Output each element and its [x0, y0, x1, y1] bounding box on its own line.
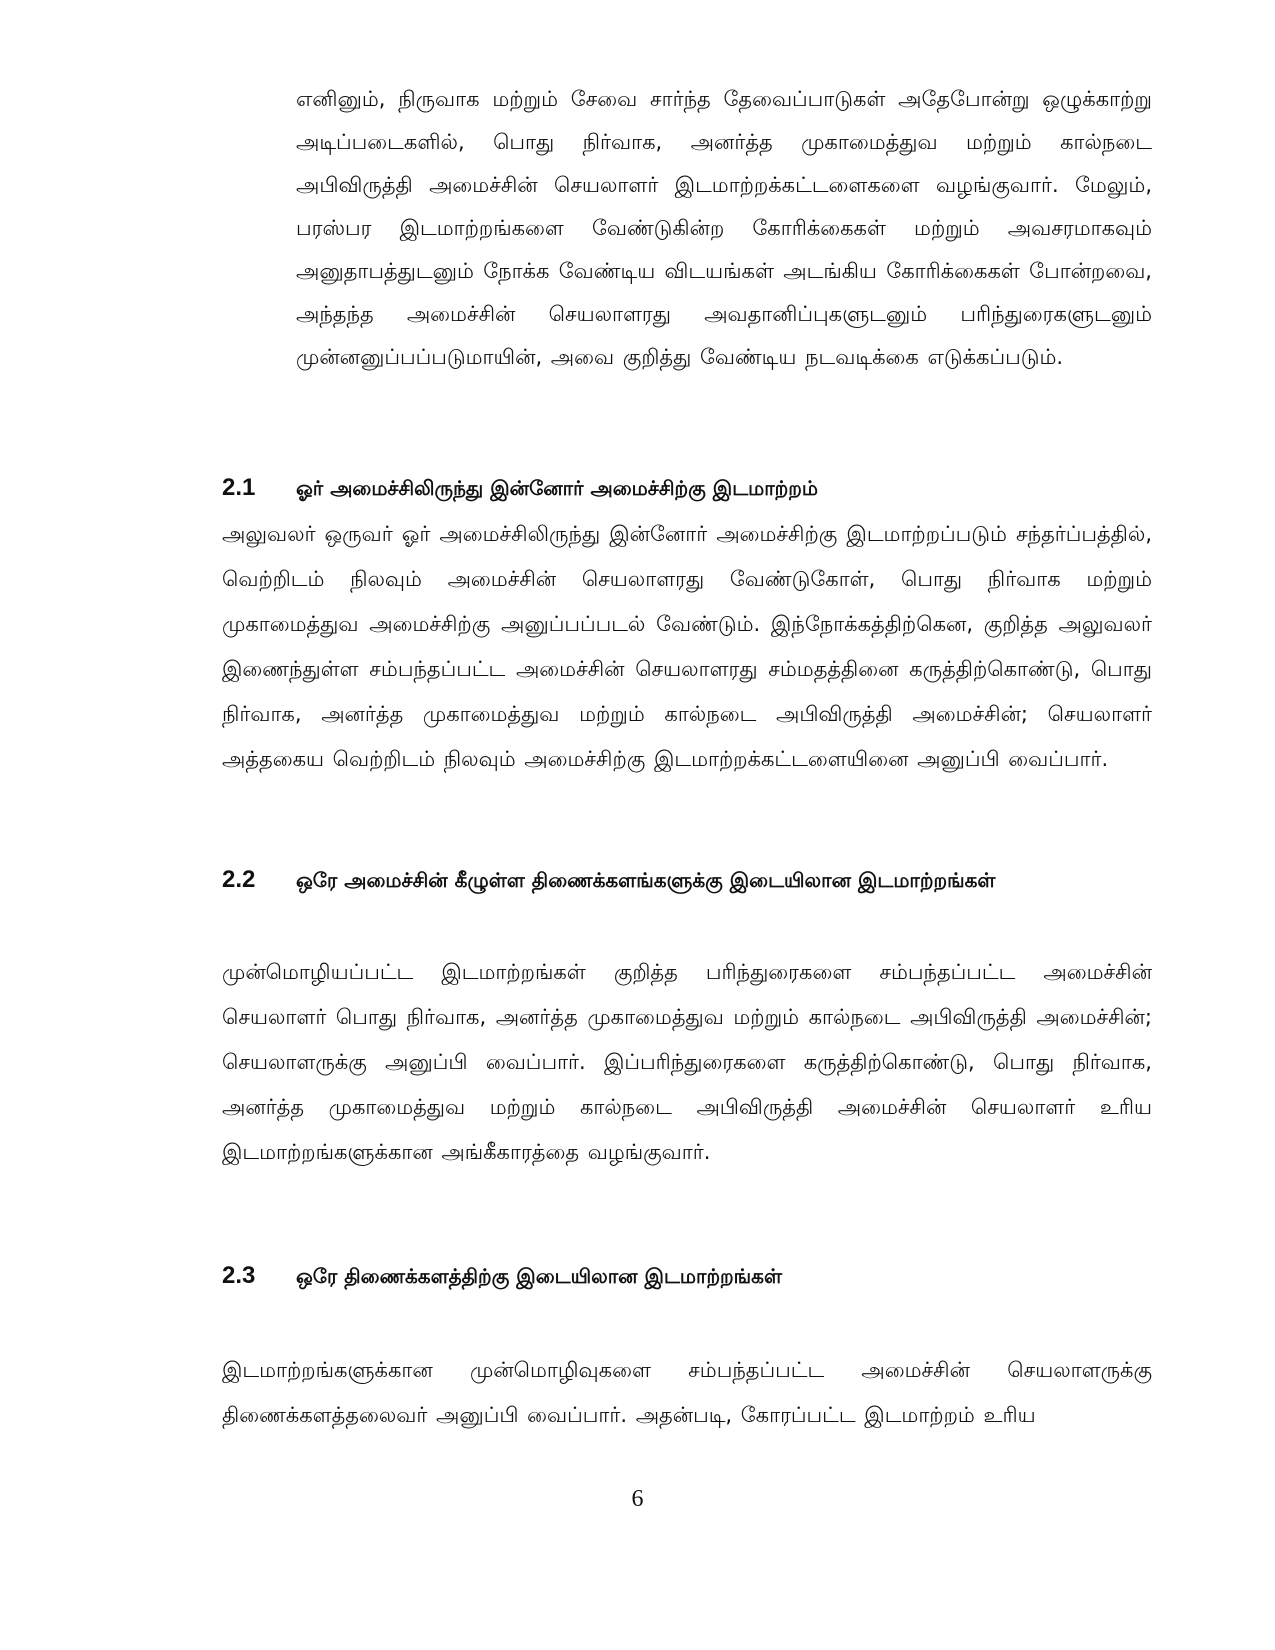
section-number: 2.1: [222, 474, 256, 501]
section-2-2-body: முன்மொழியப்பட்ட இடமாற்றங்கள் குறித்த பரிந்துரைகளை சம்பந்தப்பட்ட அமைச்சின் செயலாளர் பொது நிர்வாக, அனர்த்த முகாமைத்துவ மற்றும் கால்நடை அபிவிருத்தி அமைச்சின்; செயலாளருக்கு அனுப்பி வைப்பார். இப்பரிந்துரைகளை கருத்திற்கொண்டு, பொது நிர்வாக, அனர்த்த முகாமைத்துவ மற்றும் கால்நடை அபிவிருத்தி அமைச்சின் செயலாளர் உரிய இடமாற்றங்களுக்கான அங்கீகாரத்தை வழங்குவார்.: [222, 960, 1152, 1164]
section-heading-2-3: [222, 1262, 1152, 1291]
section-title: ஒரே திணைக்களத்திற்கு இடையிலான இடமாற்றங்கள்: [296, 1264, 783, 1288]
section-title: ஒரே அமைச்சின் கீழுள்ள திணைக்களங்களுக்கு இடையிலான இடமாற்றங்கள்: [296, 868, 996, 892]
section-2-3-body: இடமாற்றங்களுக்கான முன்மொழிவுகளை சம்பந்தப்பட்ட அமைச்சின் செயலாளருக்கு திணைக்களத்தலைவர் அனுப்பி வைப்பார். அதன்படி, கோரப்பட்ட இடமாற்றம் உரிய: [222, 1358, 1152, 1427]
section-heading-2-2: [222, 866, 1152, 895]
intro-paragraph: எனினும், நிருவாக மற்றும் சேவை சார்ந்த தேவைப்பாடுகள் அதேபோன்று ஒழுக்காற்று அடிப்படைகளில், பொது நிர்வாக, அனர்த்த முகாமைத்துவ மற்றும் கால்நடை அபிவிருத்தி அமைச்சின் செயலாளர் இடமாற்றக்கட்டளைகளை வழங்குவார். மேலும், பரஸ்பர இடமாற்றங்களை வேண்டுகின்ற கோரிக்கைகள் மற்றும் அவசரமாகவும் அனுதாபத்துடனும் நோக்க வேண்டிய விடயங்கள் அடங்கிய கோரிக்கைகள் போன்றவை, அந்தந்த அமைச்சின் செயலாளரது அவதானிப்புகளுடனும் பரிந்துரைகளுடனும் முன்னனுப்பப்படுமாயின், அவை குறித்து வேண்டிய நடவடிக்கை எடுக்கப்படும்.: [296, 87, 1152, 369]
section-number: 2.3: [222, 1262, 256, 1289]
section-2-1-body: அலுவலர் ஒருவர் ஓர் அமைச்சிலிருந்து இன்னோர் அமைச்சிற்கு இடமாற்றப்படும் சந்தர்ப்பத்தில், வெற்றிடம் நிலவும் அமைச்சின் செயலாளரது வேண்டுகோள், பொது நிர்வாக மற்றும் முகாமைத்துவ அமைச்சிற்கு அனுப்பப்படல் வேண்டும். இந்நோக்கத்திற்கென, குறித்த அலுவலர் இணைந்துள்ள சம்பந்தப்பட்ட அமைச்சின் செயலாளரது சம்மதத்தினை கருத்திற்கொண்டு, பொது நிர்வாக, அனர்த்த முகாமைத்துவ மற்றும் கால்நடை அபிவிருத்தி அமைச்சின்; செயலாளர் அத்தகைய வெற்றிடம் நிலவும் அமைச்சிற்கு இடமாற்றக்கட்டளையினை அனுப்பி வைப்பார்.: [222, 522, 1152, 771]
page-number: 6: [631, 1486, 644, 1512]
section-heading-2-1: [222, 474, 1152, 503]
section-title: ஓர் அமைச்சிலிருந்து இன்னோர் அமைச்சிற்கு இடமாற்றம்: [296, 476, 818, 500]
section-number: 2.2: [222, 866, 256, 893]
